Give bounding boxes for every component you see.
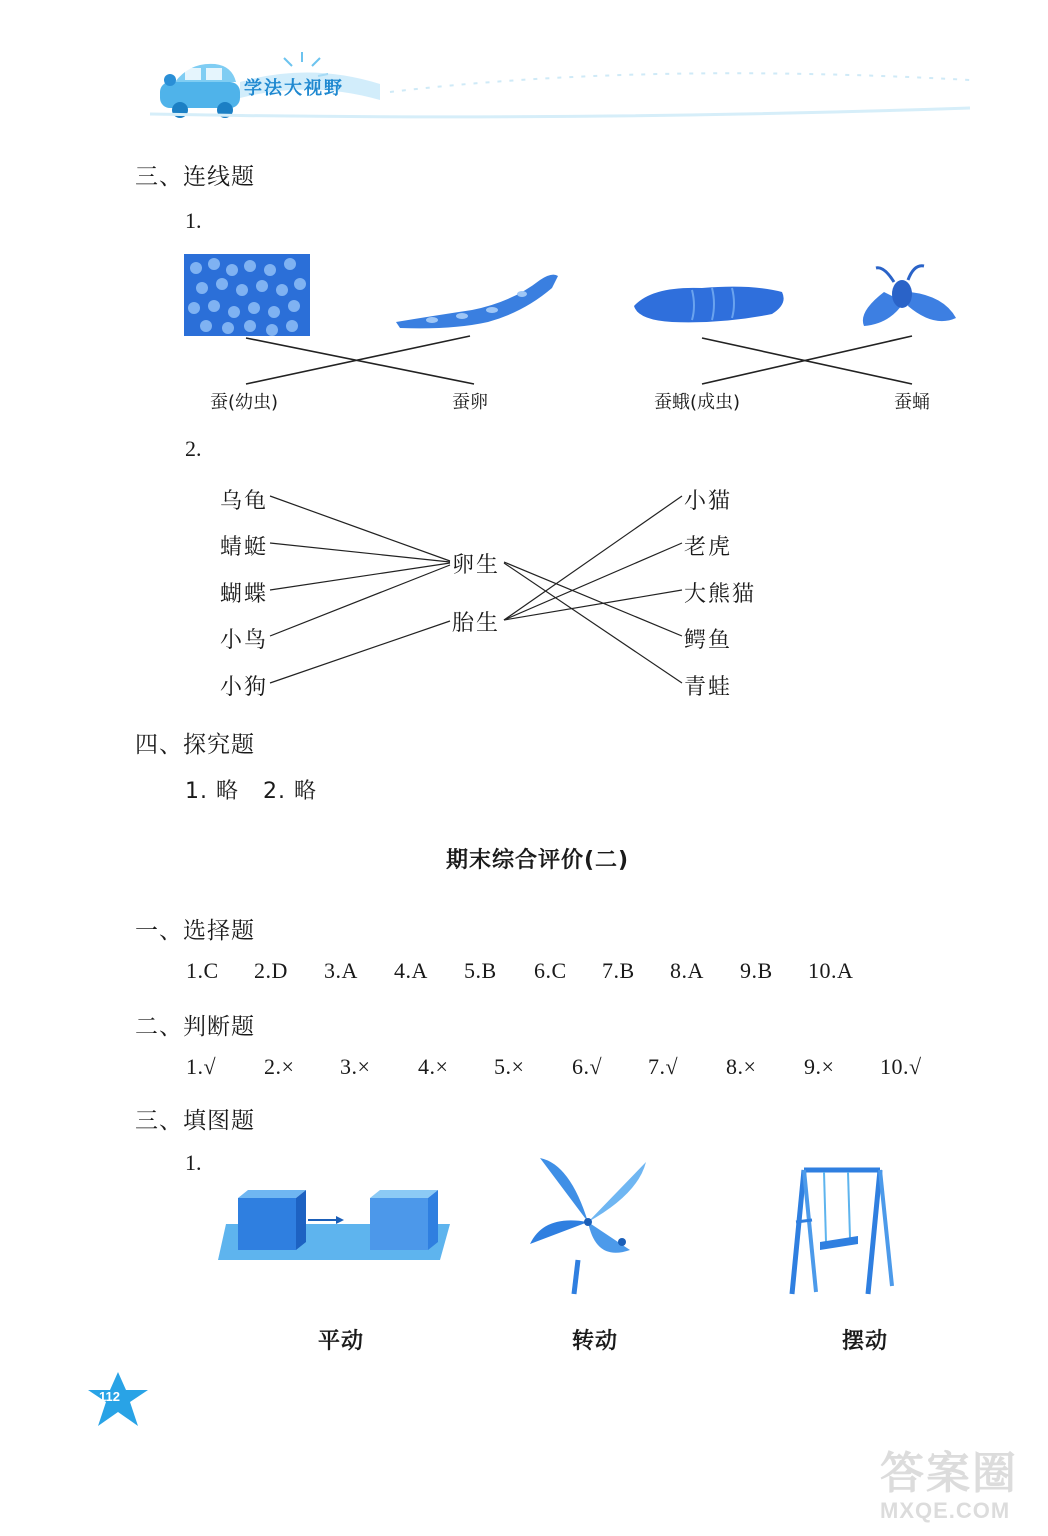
judgment-answer: 4.× bbox=[418, 1054, 449, 1079]
section3-q2-number: 2. bbox=[185, 436, 202, 461]
section3-heading: 三、连线题 bbox=[135, 164, 255, 190]
choice-answer: 5.B bbox=[464, 958, 497, 983]
right-item-panda: 大熊猫 bbox=[684, 582, 757, 607]
fill-figure-number: 1. bbox=[185, 1150, 202, 1175]
motion-label-translation: 平动 bbox=[318, 1329, 365, 1354]
choice-answer: 6.C bbox=[534, 958, 567, 983]
choice-answer: 10.A bbox=[808, 958, 854, 983]
middle-item-oviparous: 卵生 bbox=[452, 553, 501, 578]
label-silkworm-egg: 蚕卵 bbox=[452, 392, 488, 413]
judgment-answer: 10.√ bbox=[880, 1054, 922, 1079]
choice-heading: 一、选择题 bbox=[135, 918, 255, 944]
watermark-text: 答案圈 bbox=[880, 1448, 1018, 1499]
judgment-answers bbox=[0, 1054, 1048, 1084]
fill-figure-heading: 三、填图题 bbox=[135, 1108, 255, 1134]
choice-answer: 2.D bbox=[254, 958, 288, 983]
motion-label-swinging: 摆动 bbox=[842, 1329, 889, 1354]
right-item-crocodile: 鳄鱼 bbox=[684, 628, 733, 653]
judgment-heading: 二、判断题 bbox=[135, 1014, 255, 1040]
choice-answer: 8.A bbox=[670, 958, 704, 983]
label-silkworm-larva: 蚕(幼虫) bbox=[210, 392, 279, 413]
judgment-answer: 9.× bbox=[804, 1054, 835, 1079]
judgment-answer: 8.× bbox=[726, 1054, 757, 1079]
left-item-turtle: 乌龟 bbox=[220, 489, 269, 514]
final-evaluation-title: 期末综合评价(二) bbox=[446, 848, 630, 873]
judgment-answer: 3.× bbox=[340, 1054, 371, 1079]
choice-answer: 7.B bbox=[602, 958, 635, 983]
left-item-butterfly: 蝴蝶 bbox=[220, 582, 269, 607]
watermark bbox=[880, 1450, 1040, 1530]
choice-answer: 9.B bbox=[740, 958, 773, 983]
page-number: 112 bbox=[99, 1389, 120, 1404]
choice-answer: 1.C bbox=[186, 958, 219, 983]
middle-item-viviparous: 胎生 bbox=[452, 611, 501, 636]
label-silkworm-pupa: 蚕蛹 bbox=[894, 392, 930, 413]
left-item-bird: 小鸟 bbox=[220, 628, 269, 653]
judgment-answer: 6.√ bbox=[572, 1054, 603, 1079]
judgment-answer: 5.× bbox=[494, 1054, 525, 1079]
section3-q1-number: 1. bbox=[185, 208, 202, 233]
right-item-frog: 青蛙 bbox=[684, 675, 733, 700]
swing-illustration bbox=[790, 1162, 894, 1296]
judgment-answer: 7.√ bbox=[648, 1054, 679, 1079]
section4-answers: 1. 略 2. 略 bbox=[185, 779, 317, 804]
choice-answer: 4.A bbox=[394, 958, 428, 983]
translation-illustration bbox=[218, 1188, 454, 1262]
watermark-url: MXQE.COM bbox=[880, 1498, 1011, 1523]
left-item-dog: 小狗 bbox=[220, 675, 269, 700]
choice-answer: 3.A bbox=[324, 958, 358, 983]
header-logo-text: 学法大视野 bbox=[244, 78, 344, 99]
right-item-tiger: 老虎 bbox=[684, 535, 733, 560]
left-item-dragonfly: 蜻蜓 bbox=[220, 535, 269, 560]
judgment-answer: 1.√ bbox=[186, 1054, 217, 1079]
motion-label-rotation: 转动 bbox=[572, 1329, 619, 1354]
choice-answers bbox=[0, 958, 1048, 988]
label-silkworm-moth: 蚕蛾(成虫) bbox=[654, 392, 741, 413]
section4-heading: 四、探究题 bbox=[135, 732, 255, 758]
rotation-illustration bbox=[526, 1154, 650, 1294]
judgment-answer: 2.× bbox=[264, 1054, 295, 1079]
right-item-kitten: 小猫 bbox=[684, 489, 733, 514]
